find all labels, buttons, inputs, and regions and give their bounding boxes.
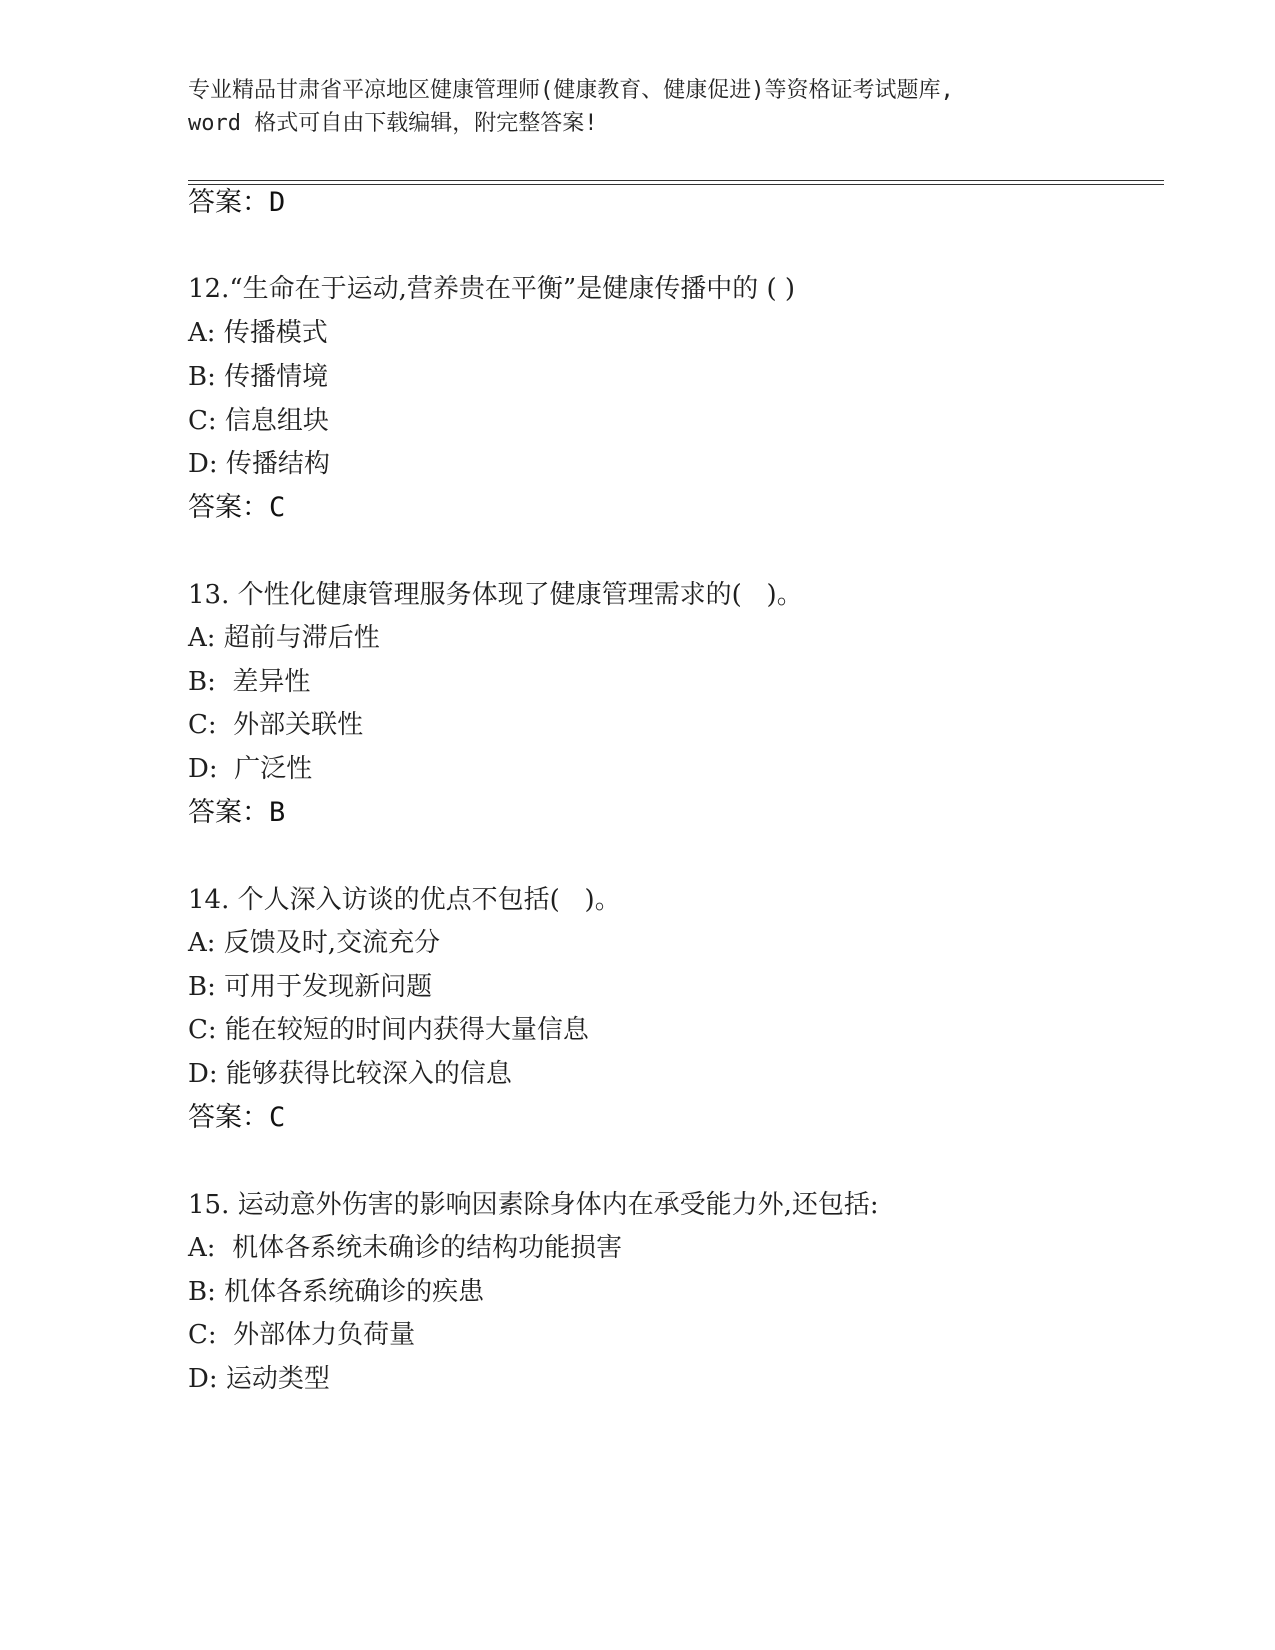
question-14-option-d: D: 能够获得比较深入的信息 (188, 1059, 512, 1089)
question-12-option-b: B: 传播情境 (188, 362, 329, 392)
question-15-option-d: D: 运动类型 (188, 1364, 330, 1394)
header-divider-top (188, 180, 1164, 181)
question-14-option-c: C: 能在较短的时间内获得大量信息 (188, 1015, 589, 1045)
header-line-1: 专业精品甘肃省平凉地区健康管理师(健康教育、健康促进)等资格证考试题库, (188, 78, 954, 103)
question-14-answer: 答案：C (188, 1102, 286, 1133)
question-12-answer: 答案：C (188, 492, 286, 523)
answer-11: 答案：D (188, 187, 286, 218)
question-13-option-d: D: 广泛性 (188, 754, 313, 784)
question-13-stem: 13. 个性化健康管理服务体现了健康管理需求的( )。 (188, 580, 803, 610)
header-divider-bottom (188, 184, 1164, 185)
document-header (188, 74, 1068, 140)
question-15-option-a: A: 机体各系统未确诊的结构功能损害 (188, 1233, 623, 1263)
header-line-2: word 格式可自由下载编辑，附完整答案! (188, 111, 598, 136)
question-13-option-c: C: 外部关联性 (188, 710, 364, 740)
question-14-option-a: A: 反馈及时,交流充分 (188, 928, 441, 958)
question-14-option-b: B: 可用于发现新问题 (188, 972, 433, 1002)
question-15-option-c: C: 外部体力负荷量 (188, 1320, 416, 1350)
question-12-option-c: C: 信息组块 (188, 406, 329, 436)
question-13-option-a: A: 超前与滞后性 (188, 623, 380, 653)
question-13-option-b: B: 差异性 (188, 667, 311, 697)
question-15-option-b: B: 机体各系统确诊的疾患 (188, 1277, 485, 1307)
question-12-option-a: A: 传播模式 (188, 318, 328, 348)
question-14-stem: 14. 个人深入访谈的优点不包括( )。 (188, 885, 621, 915)
question-12-stem: 12.“生命在于运动,营养贵在平衡”是健康传播中的 ( ) (188, 274, 796, 304)
question-12-option-d: D: 传播结构 (188, 449, 330, 479)
question-13-answer: 答案：B (188, 797, 286, 828)
question-15-stem: 15. 运动意外伤害的影响因素除身体内在承受能力外,还包括: (188, 1190, 879, 1220)
